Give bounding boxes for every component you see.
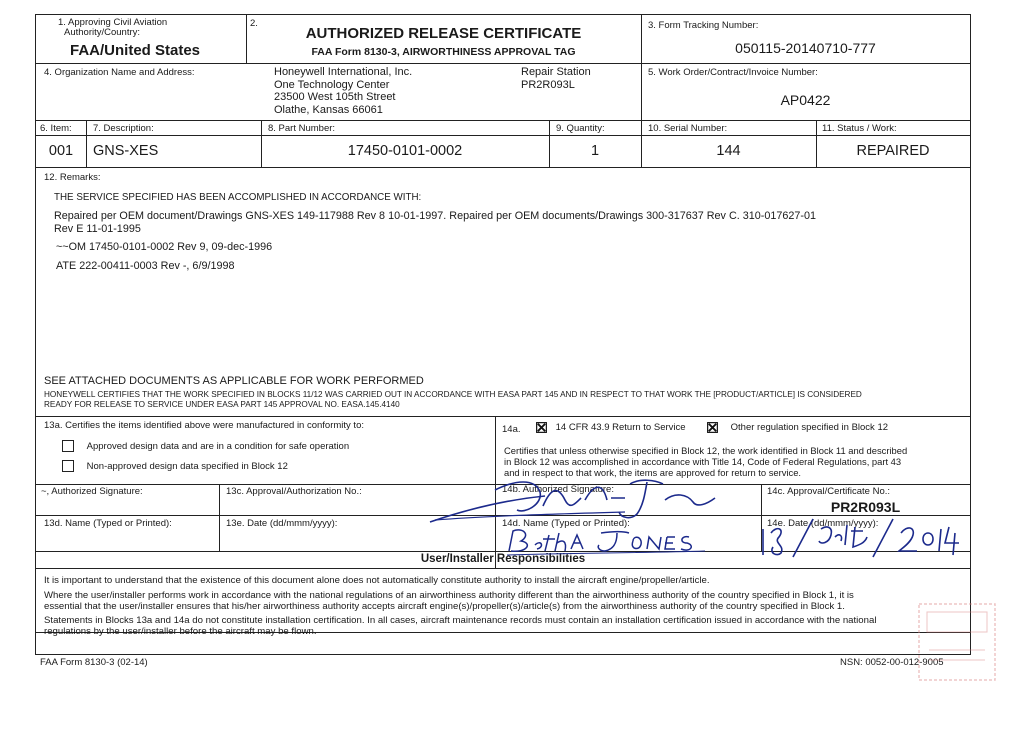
checkbox-non-approved-design[interactable] bbox=[62, 460, 74, 472]
easa-line: HONEYWELL CERTIFIES THAT THE WORK SPECIFIED IN BLOCKS 11/12 WAS CARRIED OUT IN ACCORDANCE WITH EASA PART 145 AND IN RESPECT TO THAT WORK THE [PRODUCT/ARTICLE] IS CONSIDERED bbox=[44, 390, 862, 399]
option-label: 14 CFR 43.9 Return to Service bbox=[555, 422, 686, 434]
part-number-value: 17450-0101-0002 bbox=[347, 143, 463, 159]
stamp-mark bbox=[915, 600, 1000, 685]
address-line: 23500 West 105th Street bbox=[274, 91, 396, 103]
block13e-label: 13e. Date (dd/mmm/yyyy): bbox=[226, 518, 338, 529]
quantity-value: 1 bbox=[590, 143, 600, 159]
paragraph-line: essential that the user/installer ensures that his/her airworthiness authority accepts aircraft engine(s)/propeller(s)/article(s) from the airworthiness authority of the country specified in Block 1. bbox=[44, 601, 845, 612]
certification-line: in Block 12 was accomplished in accordance with Title 14, Code of Federal Regulations, part 43 bbox=[504, 456, 902, 467]
option-approved-design[interactable] bbox=[62, 440, 349, 452]
block13a-label: 13a. Certifies the items identified above were manufactured in conformity to: bbox=[44, 420, 364, 431]
divider bbox=[36, 135, 970, 136]
option-14cfr[interactable] bbox=[536, 422, 686, 433]
page-title: AUTHORIZED RELEASE CERTIFICATE bbox=[305, 25, 582, 42]
remarks-intro: THE SERVICE SPECIFIED HAS BEEN ACCOMPLISHED IN ACCORDANCE WITH: bbox=[54, 192, 422, 203]
block1-label: 1. Approving Civil Aviation bbox=[58, 17, 168, 28]
item-header: 6. Item: bbox=[40, 123, 72, 134]
country-value: FAA/United States bbox=[70, 42, 201, 59]
certification-line: and in respect to that work, the items are approved for return to service. bbox=[504, 467, 802, 478]
block1-label-2: Authority/Country: bbox=[64, 27, 141, 38]
form-tracking-number: 050115-20140710-777 bbox=[735, 40, 876, 56]
divider bbox=[36, 63, 970, 64]
serial-number-header: 10. Serial Number: bbox=[648, 123, 728, 134]
description-header: 7. Description: bbox=[93, 123, 154, 134]
description-value: GNS-XES bbox=[93, 143, 159, 159]
option-label: Non-approved design data specified in Block 12 bbox=[86, 460, 288, 472]
part-number-header: 8. Part Number: bbox=[268, 123, 336, 134]
work-order-number: AP0422 bbox=[780, 92, 831, 108]
block2-label: 2. bbox=[250, 18, 258, 29]
divider bbox=[86, 120, 87, 167]
see-attached: SEE ATTACHED DOCUMENTS AS APPLICABLE FOR WORK PERFORMED bbox=[44, 375, 424, 387]
divider bbox=[36, 416, 970, 417]
block14c-label: 14c. Approval/Certificate No.: bbox=[767, 486, 891, 497]
repair-station bbox=[521, 66, 591, 91]
remarks-line: Repaired per OEM document/Drawings GNS-XES 149-117988 Rev 8 10-01-1997. Repaired per OEM documents/Drawings 300-317637 Rev C. 310-017627-01 bbox=[54, 210, 816, 222]
status-value: REPAIRED bbox=[856, 143, 930, 159]
easa-statement bbox=[44, 390, 862, 409]
block14e-label: 14e. Date (dd/mmm/yyyy): bbox=[767, 518, 879, 529]
user-installer-p2 bbox=[44, 590, 854, 612]
address-line: One Technology Center bbox=[274, 78, 390, 91]
block5-label: 5. Work Order/Contract/Invoice Number: bbox=[648, 67, 818, 78]
block13b-label: ~, Authorized Signature: bbox=[41, 486, 143, 497]
option-label: Approved design data and are in a condition for safe operation bbox=[86, 440, 350, 452]
checked-checkbox-icon[interactable] bbox=[707, 422, 718, 433]
printed-name-handwriting bbox=[505, 525, 715, 557]
handwritten-date bbox=[755, 515, 970, 560]
paragraph-line: regulations by the user/installer before the aircraft may be flown. bbox=[44, 626, 317, 637]
address-line: Olathe, Kansas 66061 bbox=[274, 103, 383, 116]
divider bbox=[219, 484, 220, 551]
block14d-label: 14d. Name (Typed or Printed): bbox=[502, 518, 630, 529]
option-label: Other regulation specified in Block 12 bbox=[730, 422, 889, 434]
user-installer-p3 bbox=[44, 615, 876, 637]
approval-certificate-number: PR2R093L bbox=[830, 499, 901, 515]
checkbox-approved-design[interactable] bbox=[62, 440, 74, 452]
option-other-regulation[interactable] bbox=[707, 422, 888, 433]
address-line: Honeywell International, Inc. bbox=[274, 66, 413, 78]
repair-station-label: Repair Station bbox=[521, 66, 591, 78]
easa-line: READY FOR RELEASE TO SERVICE UNDER EASA PART 145 APPROVAL NO. EASA.145.4140 bbox=[44, 399, 400, 409]
user-installer-title: User/Installer Responsibilities bbox=[420, 553, 586, 565]
block13d-label: 13d. Name (Typed or Printed): bbox=[44, 518, 172, 529]
checked-checkbox-icon[interactable] bbox=[536, 422, 547, 433]
paragraph-line: Where the user/installer performs work in accordance with the national regulations of an airworthiness authority different than the airworthiness authority of the country specified in Block 1, it is bbox=[44, 590, 854, 601]
repair-station-number: PR2R093L bbox=[521, 78, 575, 91]
remarks-label: 12. Remarks: bbox=[44, 172, 101, 183]
certification-line: Certifies that unless otherwise specified in Block 12, the work identified in Block 11 and described bbox=[504, 445, 908, 456]
remarks-line: ~~OM 17450-0101-0002 Rev 9, 09-dec-1996 bbox=[56, 241, 273, 253]
remarks-line: Rev E 11-01-1995 bbox=[54, 222, 141, 235]
block14b-label: 14b. Authorized Signature: bbox=[502, 484, 614, 495]
block13c-label: 13c. Approval/Authorization No.: bbox=[226, 486, 362, 497]
status-header: 11. Status / Work: bbox=[822, 123, 897, 134]
user-installer-p1: It is important to understand that the existence of this document alone does not automatically constitute authority to install the aircraft engine/propeller/article. bbox=[44, 575, 710, 586]
block3-label: 3. Form Tracking Number: bbox=[648, 20, 759, 31]
remarks-body bbox=[54, 210, 816, 235]
divider bbox=[36, 568, 970, 569]
quantity-header: 9. Quantity: bbox=[556, 123, 605, 134]
item-value: 001 bbox=[48, 143, 74, 159]
form-subtitle: FAA Form 8130-3, AIRWORTHINESS APPROVAL TAG bbox=[311, 46, 576, 58]
divider bbox=[36, 167, 970, 168]
block14a-label: 14a. bbox=[502, 424, 521, 435]
divider bbox=[36, 120, 970, 121]
block4-label: 4. Organization Name and Address: bbox=[44, 67, 195, 78]
organization-address bbox=[274, 66, 412, 116]
serial-number-value: 144 bbox=[716, 143, 741, 159]
paragraph-line: Statements in Blocks 13a and 14a do not constitute installation certification. In all cases, aircraft maintenance records must contain an installation certification issued in accordance with the national bbox=[44, 615, 877, 626]
nsn-footer: NSN: 0052-00-012-9005 bbox=[840, 657, 944, 668]
remarks-line: ATE 222-00411-0003 Rev -, 6/9/1998 bbox=[56, 260, 235, 272]
form-number-footer: FAA Form 8130-3 (02-14) bbox=[40, 657, 148, 668]
option-non-approved-design[interactable] bbox=[62, 460, 288, 472]
